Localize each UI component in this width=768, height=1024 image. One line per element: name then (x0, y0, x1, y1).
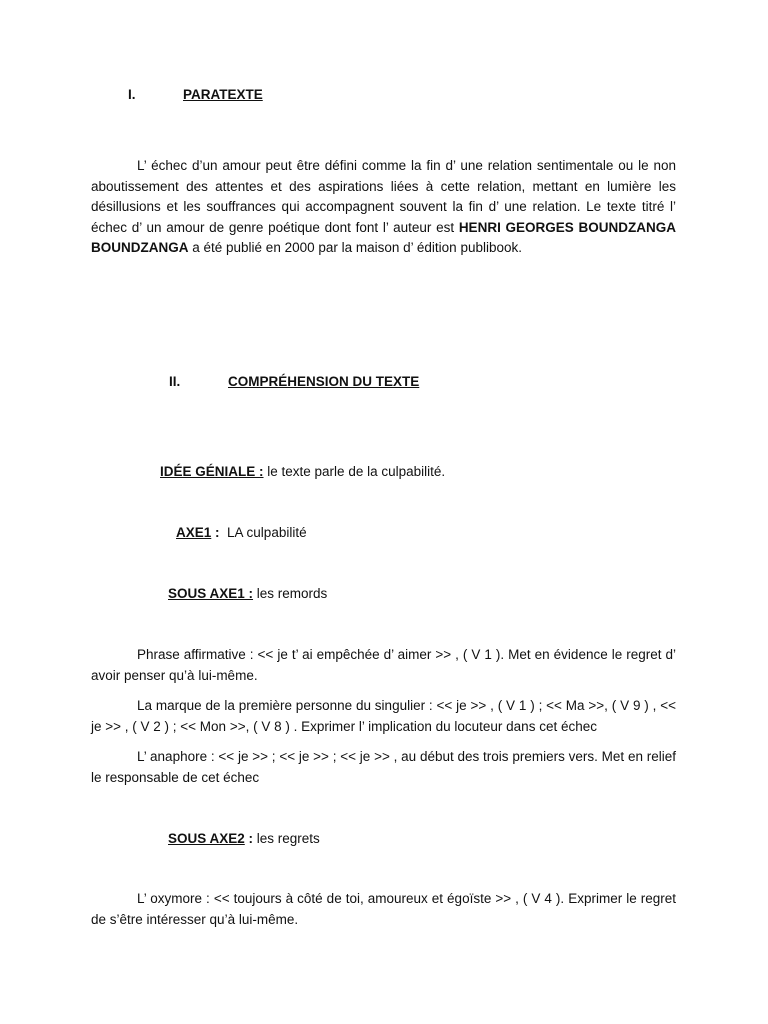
intro-paragraph (91, 156, 676, 259)
sous-axe1-text: les remords (253, 586, 328, 601)
sous-axe1-line (168, 585, 327, 603)
section-heading-2 (169, 373, 420, 391)
paragraph-text: L’ oxymore : << toujours à côté de toi, amoureux et égoïste >> , ( V 4 ). Exprimer le regret de s’être intéresser qu’à lui-même. (91, 891, 676, 927)
axe1-colon: : (211, 525, 220, 540)
intro-text-before: L’ échec d’un amour peut être défini comme la fin d’ une relation sentimentale ou le non aboutissement des attentes et des aspirations liées à cette relation, mettant en lumière les désillusions et les souffrances qui accompagnent souvent la fin d’ une relation. Le texte titré l’ échec d’ un amour de genre poétique dont font l’ auteur est (91, 158, 676, 235)
author-name: HENRI GEORGES BOUNDZANGA BOUNDZANGA (91, 219, 677, 255)
section-title: COMPRÉHENSION DU TEXTE (228, 374, 420, 389)
section-heading-1 (128, 86, 263, 104)
paragraph-phrase-affirmative (91, 645, 676, 686)
section-title: PARATEXTE (183, 87, 263, 102)
intro-text-after: a été publié en 2000 par la maison d’ édition publibook. (188, 240, 522, 255)
axe1-text: LA culpabilité (219, 525, 307, 540)
axe1-line (176, 524, 307, 542)
sous-axe1-label: SOUS AXE1 : (168, 586, 254, 601)
paragraph-text: La marque de la première personne du singulier : << je >> , ( V 1 ) ; << Ma >>, ( V 9 ) , << je >> , ( V 2 ) ; << Mon >>, ( V 8 ) . Exprimer l’ implication du locuteur dans cet échec (91, 698, 676, 734)
sous-axe2-label: SOUS AXE2 (168, 831, 245, 846)
paragraph-oxymore (91, 889, 676, 930)
paragraph-text: L’ anaphore : << je >> ; << je >> ; << je >> , au début des trois premiers vers. Met en relief le responsable de cet échec (91, 749, 676, 785)
sous-axe2-colon: : (244, 831, 254, 846)
sous-axe2-line (168, 830, 320, 848)
paragraph-text: Phrase affirmative : << je t’ ai empêchée d’ aimer >> , ( V 1 ). Met en évidence le regret d’ avoir penser qu’à lui-même. (91, 647, 676, 683)
paragraph-anaphore (91, 747, 676, 788)
axe1-label: AXE1 (176, 525, 212, 540)
section-number: I. (128, 87, 136, 102)
paragraph-premiere-personne (91, 696, 676, 737)
idee-text: le texte parle de la culpabilité. (263, 464, 446, 479)
section-number: II. (169, 374, 181, 389)
sous-axe2-text: les regrets (253, 831, 320, 846)
idee-label: IDÉE GÉNIALE : (160, 464, 264, 479)
idee-geniale-line (160, 463, 445, 481)
